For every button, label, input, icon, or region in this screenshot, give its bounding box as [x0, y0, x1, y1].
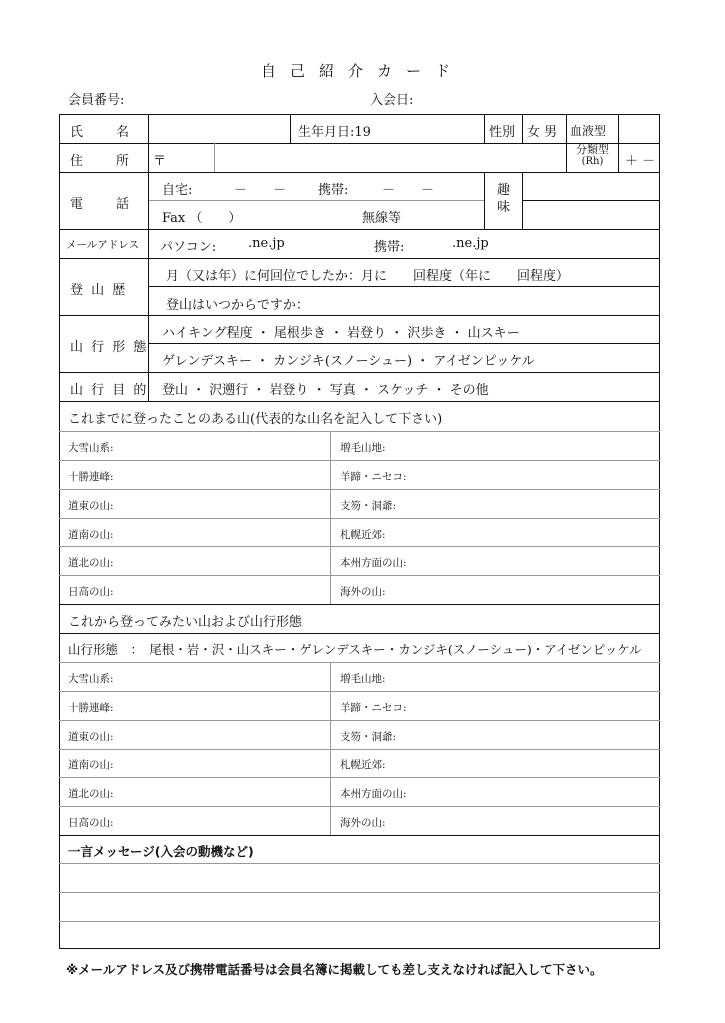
address-field[interactable]: [216, 144, 564, 170]
climbing-style-options-2[interactable]: ゲレンデスキー ・ カンジキ(スノーシュー) ・ アイゼンピッケル: [162, 354, 535, 369]
future-area-yotei-niseko[interactable]: 羊蹄・ニセコ:: [340, 702, 407, 714]
climbing-history-label: 登 山 歴: [70, 283, 128, 298]
postal-mark: 〒: [153, 154, 167, 169]
mobile-phone-label: 携帯:: [318, 183, 349, 198]
future-style-line[interactable]: 山行形態 ： 尾根・岩・沢・山スキー・ゲレンデスキー・カンジキ(スノーシュー)・アイゼンピッケル: [68, 642, 642, 657]
birth-date-label: 生年月日:19: [298, 125, 371, 140]
past-mountains-heading: これまでに登ったことのある山(代表的な山名を記入して下さい): [68, 412, 443, 427]
hobby-field-1[interactable]: [524, 174, 658, 199]
past-area-honshu[interactable]: 本州方面の山:: [340, 557, 407, 569]
footer-note: ※メールアドレス及び携帯電話番号は会員名簿に掲載しても差し支えなければ記入して下さい。: [66, 962, 603, 977]
past-area-dohoku[interactable]: 道北の山:: [68, 557, 114, 569]
climbing-purpose-options[interactable]: 登山 ・ 沢遡行 ・ 岩登り ・ 写真 ・ スケッチ ・ その他: [162, 383, 489, 398]
past-area-sapporo[interactable]: 札幌近郊:: [340, 529, 386, 541]
home-phone-field[interactable]: － －: [234, 183, 287, 198]
future-area-overseas[interactable]: 海外の山:: [340, 817, 386, 829]
future-mountains-heading: これから登ってみたい山および山行形態: [68, 615, 303, 630]
past-area-overseas[interactable]: 海外の山:: [340, 586, 386, 598]
climbing-purpose-label: 山 行 目 的: [70, 383, 149, 398]
page-title: 自己紹介カード: [260, 62, 464, 80]
rh-options[interactable]: ＋ －: [625, 154, 656, 169]
past-area-donan[interactable]: 道南の山:: [68, 529, 114, 541]
name-field[interactable]: [150, 115, 288, 141]
pc-email-field[interactable]: .ne.jp: [248, 236, 285, 251]
past-area-yotei-niseko[interactable]: 羊蹄・ニセコ:: [340, 471, 407, 483]
blood-type-label: 血液型: [570, 124, 607, 138]
future-area-sapporo[interactable]: 札幌近郊:: [340, 759, 386, 771]
future-area-daisetsu[interactable]: 大雪山系:: [68, 673, 114, 685]
phone-label: 電 話: [70, 197, 140, 212]
join-date-label: 入会日:: [370, 93, 414, 108]
climbing-frequency-line[interactable]: 月（又は年）に何回位でしたか：月に 回程度（年に 回程度）: [166, 269, 570, 284]
hobby-field-2[interactable]: [524, 202, 658, 227]
future-area-honshu[interactable]: 本州方面の山:: [340, 788, 407, 800]
hobby-label: 趣 味: [497, 183, 511, 215]
gender-options[interactable]: 女 男: [527, 125, 558, 140]
mobile-email-label: 携帯:: [374, 240, 405, 255]
pc-email-label: パソコン:: [160, 240, 217, 255]
address-label: 住 所: [70, 154, 140, 169]
mobile-phone-field[interactable]: － －: [382, 183, 435, 198]
email-label: メールアドレス: [66, 239, 139, 251]
past-area-hidaka[interactable]: 日高の山:: [68, 586, 114, 598]
future-area-donan[interactable]: 道南の山:: [68, 759, 114, 771]
past-area-doto[interactable]: 道東の山:: [68, 500, 114, 512]
rh-label: 分類型 (Rh): [576, 143, 609, 167]
fax-label: Fax （ ）: [162, 211, 242, 226]
future-area-hidaka[interactable]: 日高の山:: [68, 817, 114, 829]
future-area-doto[interactable]: 道東の山:: [68, 731, 114, 743]
birth-date-field[interactable]: [380, 115, 482, 141]
climbing-style-options-1[interactable]: ハイキング程度 ・ 尾根歩き ・ 岩登り ・ 沢歩き ・ 山スキー: [162, 326, 520, 341]
future-area-tokachi[interactable]: 十勝連峰:: [68, 702, 114, 714]
future-area-dohoku[interactable]: 道北の山:: [68, 788, 114, 800]
past-area-mashike[interactable]: 増毛山地:: [340, 442, 386, 454]
climbing-since-line[interactable]: 登山はいつからですか：: [166, 298, 309, 313]
message-heading: 一言メッセージ(入会の動機など): [68, 844, 254, 859]
past-area-tokachi[interactable]: 十勝連峰:: [68, 471, 114, 483]
future-area-shikotsu-toya[interactable]: 支笏・洞爺:: [340, 731, 397, 743]
future-area-mashike[interactable]: 増毛山地:: [340, 673, 386, 685]
climbing-style-label: 山 行 形 態: [70, 340, 149, 355]
member-number-label: 会員番号:: [68, 93, 125, 108]
name-label: 氏 名: [70, 125, 140, 140]
past-area-daisetsu[interactable]: 大雪山系:: [68, 442, 114, 454]
gender-label: 性別: [489, 125, 516, 140]
message-field[interactable]: [61, 865, 658, 947]
mobile-email-field[interactable]: .ne.jp: [452, 236, 489, 251]
blood-type-field[interactable]: [620, 115, 658, 141]
wireless-label: 無線等: [362, 211, 402, 226]
past-area-shikotsu-toya[interactable]: 支笏・洞爺:: [340, 500, 397, 512]
home-phone-label: 自宅:: [162, 183, 193, 198]
